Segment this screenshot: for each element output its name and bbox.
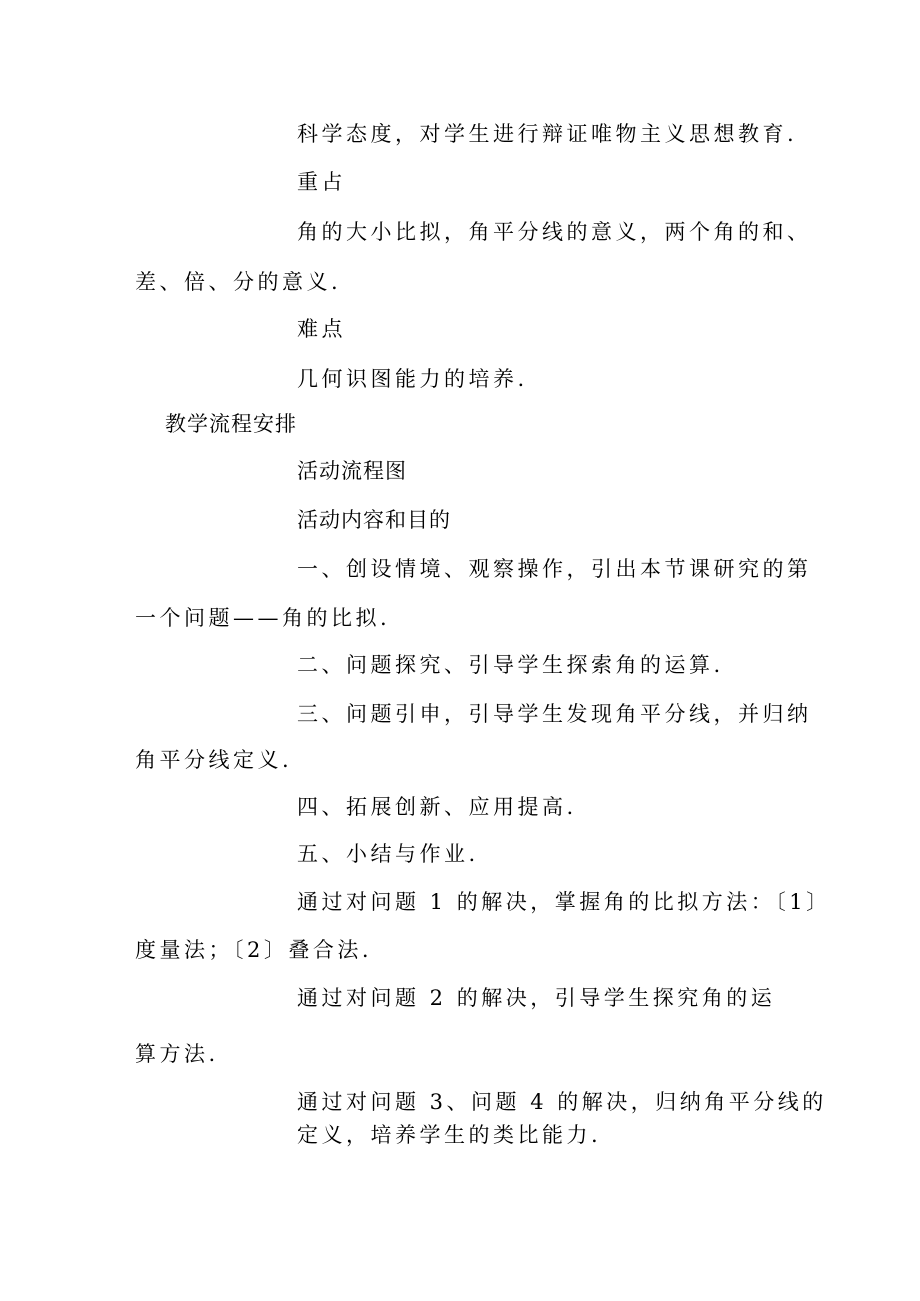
- purpose-2-line-1: 通过对问题 2 的解决，引导学生探究角的运: [297, 986, 776, 1010]
- purpose-3-line-2: 定义，培养学生的类比能力.: [297, 1123, 602, 1147]
- activity-5: 五、小结与作业.: [297, 842, 479, 866]
- activity-1-line-2: 一个问题——角的比拟.: [135, 606, 391, 630]
- heading-teaching-flow: 教学流程安排: [165, 412, 297, 436]
- heading-activity-content: 活动内容和目的: [297, 508, 451, 532]
- activity-1-line-1: 一、创设情境、观察操作，引出本节课研究的第: [297, 557, 812, 581]
- heading-activity-flowchart: 活动流程图: [297, 459, 407, 483]
- activity-2: 二、问题探究、引导学生探索角的运算.: [297, 653, 724, 677]
- activity-3-line-2: 角平分线定义.: [135, 748, 293, 772]
- purpose-2-line-2: 算方法.: [135, 1042, 219, 1066]
- purpose-1-line-1: 通过对问题 1 的解决，掌握角的比拟方法：〔1〕: [297, 890, 831, 914]
- heading-difficulties: 难点: [297, 317, 346, 341]
- key-points-line-2: 差、倍、分的意义.: [135, 270, 342, 294]
- difficulties-text: 几何识图能力的培养.: [297, 367, 528, 391]
- purpose-1-line-2: 度量法；〔2〕叠合法.: [135, 938, 373, 962]
- paragraph-scientific-attitude: 科学态度，对学生进行辩证唯物主义思想教育.: [297, 122, 798, 146]
- heading-key-points: 重占: [297, 170, 346, 194]
- purpose-3-line-1: 通过对问题 3、问题 4 的解决，归纳角平分线的: [297, 1090, 827, 1114]
- activity-3-line-1: 三、问题引申，引导学生发现角平分线，并归纳: [297, 702, 812, 726]
- activity-4: 四、拓展创新、应用提高.: [297, 795, 577, 819]
- key-points-line-1: 角的大小比拟，角平分线的意义，两个角的和、: [297, 220, 812, 244]
